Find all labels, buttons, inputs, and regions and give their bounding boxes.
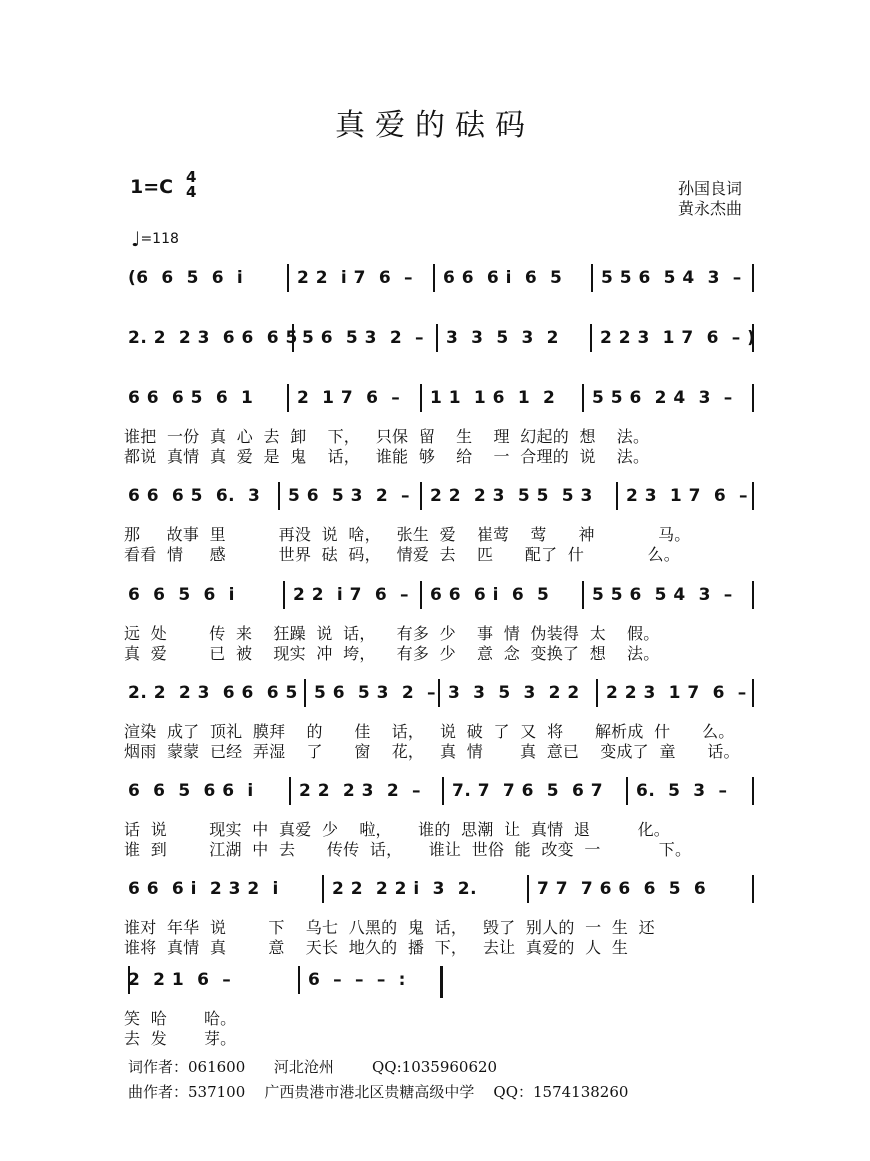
- time-sig-bottom: 4: [186, 183, 197, 201]
- composer-contact: 曲作者：537100 广西贵港市港北区贵糖高级中学 QQ：1574138260: [128, 1083, 629, 1101]
- barline: [582, 581, 584, 609]
- barline: [438, 679, 440, 707]
- measure: 6 – – – :: [308, 970, 406, 990]
- lyric-line: 烟雨 蒙蒙 已经 弄湿 了 窗 花， 真 情 真 意已 变成了 童 话。: [124, 742, 740, 761]
- measure: 7. 7 7 6 5 6 7: [452, 781, 604, 801]
- time-sig-top: 4: [186, 168, 197, 186]
- measure: 2 2 1 6 –: [128, 970, 232, 990]
- barline: [304, 679, 306, 707]
- tempo-value: =118: [140, 231, 179, 247]
- measure: 2 2 2 3 2 –: [299, 781, 421, 801]
- measure: 2. 2 2 3 6 6 6 5: [128, 683, 298, 703]
- measure: 5 6 5 3 2 –: [288, 486, 410, 506]
- measure: 2 2 2 3 5 5 5 3: [430, 486, 593, 506]
- barline: [752, 875, 754, 903]
- measure: 6 6 6 5 6. 3: [128, 486, 261, 506]
- measure: 2 2 3 1 7 6 –: [606, 683, 747, 703]
- lyric-line: 都说 真情 真 爱 是 鬼 话， 谁能 够 给 一 合理的 说 法。: [124, 447, 650, 466]
- barline: [752, 384, 754, 412]
- measure: 2 2 i 7 6 –: [293, 585, 409, 605]
- measure: 5 5 6 5 4 3 –: [601, 268, 742, 288]
- lyric-line: 那 故事 里 再没 说 啥， 张生 爱 崔莺 莺 神 马。: [124, 525, 691, 544]
- measure: 7 7 7 6 6 6 5 6: [537, 879, 707, 899]
- measure: 5 5 6 5 4 3 –: [592, 585, 733, 605]
- barline: [433, 264, 435, 292]
- measure: 2 3 1 7 6 –: [626, 486, 748, 506]
- measure: 6 6 6 i 6 5: [430, 585, 550, 605]
- measure: 3 3 5 3 2: [446, 328, 559, 348]
- measure: 2 1 7 6 –: [297, 388, 401, 408]
- lyric-line: 远 处 传 来 狂躁 说 话， 有多 少 事 情 伪装得 太 假。: [124, 624, 660, 643]
- lyric-line: 谁把 一份 真 心 去 卸 下， 只保 留 生 理 幻起的 想 法。: [124, 427, 650, 446]
- song-title: 真爱的砝码: [335, 108, 535, 143]
- barline: [420, 482, 422, 510]
- barline: [278, 482, 280, 510]
- lyric-line: 谁将 真情 真 意 天长 地久的 播 下， 去让 真爱的 人 生: [124, 938, 629, 957]
- measure: 6 6 6 5 6 1: [128, 388, 254, 408]
- measure: 1 1 1 6 1 2: [430, 388, 556, 408]
- lyric-line: 去 发 芽。: [124, 1029, 237, 1048]
- measure: 5 6 5 3 2 –: [302, 328, 424, 348]
- barline: [527, 875, 529, 903]
- barline: [287, 384, 289, 412]
- lyric-line: 谁对 年华 说 下 乌七 八黑的 鬼 话， 毁了 别人的 一 生 还: [124, 918, 655, 937]
- measure: 6 6 5 6 6 i: [128, 781, 254, 801]
- barline: [752, 264, 754, 292]
- measure: (6 6 5 6 i: [128, 268, 244, 288]
- barline: [298, 966, 300, 994]
- barline: [752, 777, 754, 805]
- lyric-line: 真 爱 已 被 现实 冲 垮， 有多 少 意 念 变换了 想 法。: [124, 644, 660, 663]
- barline: [616, 482, 618, 510]
- barline: [752, 581, 754, 609]
- barline: [626, 777, 628, 805]
- measure: 6 6 5 6 i: [128, 585, 235, 605]
- barline: [287, 264, 289, 292]
- barline: [322, 875, 324, 903]
- tempo-mark: [131, 224, 179, 251]
- measure: 5 6 5 3 2 –: [314, 683, 436, 703]
- lyricist-contact: 词作者：061600 河北沧州 QQ:1035960620: [128, 1058, 498, 1076]
- quarter-note-icon: ♩: [131, 227, 141, 251]
- measure: 6 6 6 i 2 3 2 i: [128, 879, 279, 899]
- barline: [420, 581, 422, 609]
- lyric-line: 话 说 现实 中 真爱 少 啦， 谁的 思潮 让 真情 退 化。: [124, 820, 671, 839]
- barline: [582, 384, 584, 412]
- lyric-line: 看看 情 感 世界 砝 码， 情爱 去 匹 配了 什 么。: [124, 545, 680, 564]
- barline: [752, 482, 754, 510]
- measure: 6. 5 3 –: [636, 781, 728, 801]
- time-signature: [186, 170, 196, 200]
- measure: 2 2 2 2 i 3 2.: [332, 879, 478, 899]
- lyricist-credit: 孙国良词: [677, 179, 742, 198]
- barline: [440, 966, 443, 998]
- lyric-line: 笑 哈 哈。: [124, 1009, 237, 1028]
- key-signature: 1=C: [130, 176, 174, 198]
- barline: [420, 384, 422, 412]
- barline: [752, 679, 754, 707]
- measure: 2 2 i 7 6 –: [297, 268, 413, 288]
- barline: [283, 581, 285, 609]
- barline: [590, 324, 592, 352]
- barline: [442, 777, 444, 805]
- barline: [289, 777, 291, 805]
- measure: 2. 2 2 3 6 6 6 5: [128, 328, 298, 348]
- measure: 5 5 6 2 4 3 –: [592, 388, 733, 408]
- lyric-line: 渲染 成了 顶礼 膜拜 的 佳 话， 说 破 了 又 将 解析成 什 么。: [124, 722, 735, 741]
- lyric-line: 谁 到 江湖 中 去 传传 话， 谁让 世俗 能 改变 一 下。: [124, 840, 692, 859]
- composer-credit: 黄永杰曲: [677, 199, 742, 218]
- measure: 6 6 6 i 6 5: [443, 268, 563, 288]
- barline: [591, 264, 593, 292]
- barline: [436, 324, 438, 352]
- measure: 3 3 5 3 2 2: [448, 683, 580, 703]
- barline: [596, 679, 598, 707]
- measure: 2 2 3 1 7 6 – ): [600, 328, 756, 348]
